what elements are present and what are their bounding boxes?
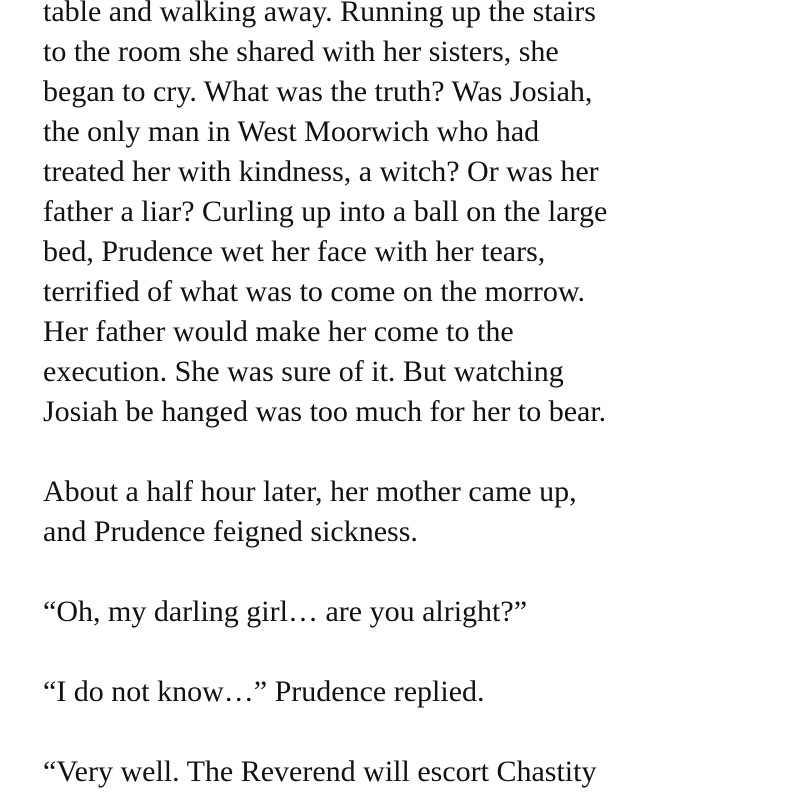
text-line: the only man in West Moorwich who had <box>43 115 540 148</box>
paragraph-gap <box>43 432 783 472</box>
paragraph-2 <box>43 472 783 552</box>
text-line: began to cry. What was the truth? Was Josiah, <box>43 75 593 108</box>
text-line: Her father would make her come to the <box>43 315 514 348</box>
text-line: “Oh, my darling girl… are you alright?” <box>43 595 528 628</box>
text-line: father a liar? Curling up into a ball on the large <box>43 195 608 228</box>
paragraph-5 <box>43 752 783 792</box>
text-line: treated her with kindness, a witch? Or was her <box>43 155 599 188</box>
text-line: execution. She was sure of it. But watching <box>43 355 564 388</box>
text-line: “Very well. The Reverend will escort Chastity <box>43 755 597 788</box>
document-page <box>43 0 783 792</box>
text-line: bed, Prudence wet her face with her tears, <box>43 235 546 268</box>
paragraph-gap <box>43 552 783 592</box>
text-line: and Prudence feigned sickness. <box>43 515 418 548</box>
paragraph-4 <box>43 672 783 712</box>
text-line: table and walking away. Running up the stairs <box>43 0 596 28</box>
text-line: terrified of what was to come on the morrow. <box>43 275 586 308</box>
text-line: About a half hour later, her mother came up, <box>43 475 577 508</box>
paragraph-3 <box>43 592 783 632</box>
paragraph-gap <box>43 712 783 752</box>
paragraph-gap <box>43 632 783 672</box>
text-line: “I do not know…” Prudence replied. <box>43 675 485 708</box>
text-line: to the room she shared with her sisters, she <box>43 35 559 68</box>
text-line: Josiah be hanged was too much for her to bear. <box>43 395 607 428</box>
paragraph-1 <box>43 0 783 432</box>
